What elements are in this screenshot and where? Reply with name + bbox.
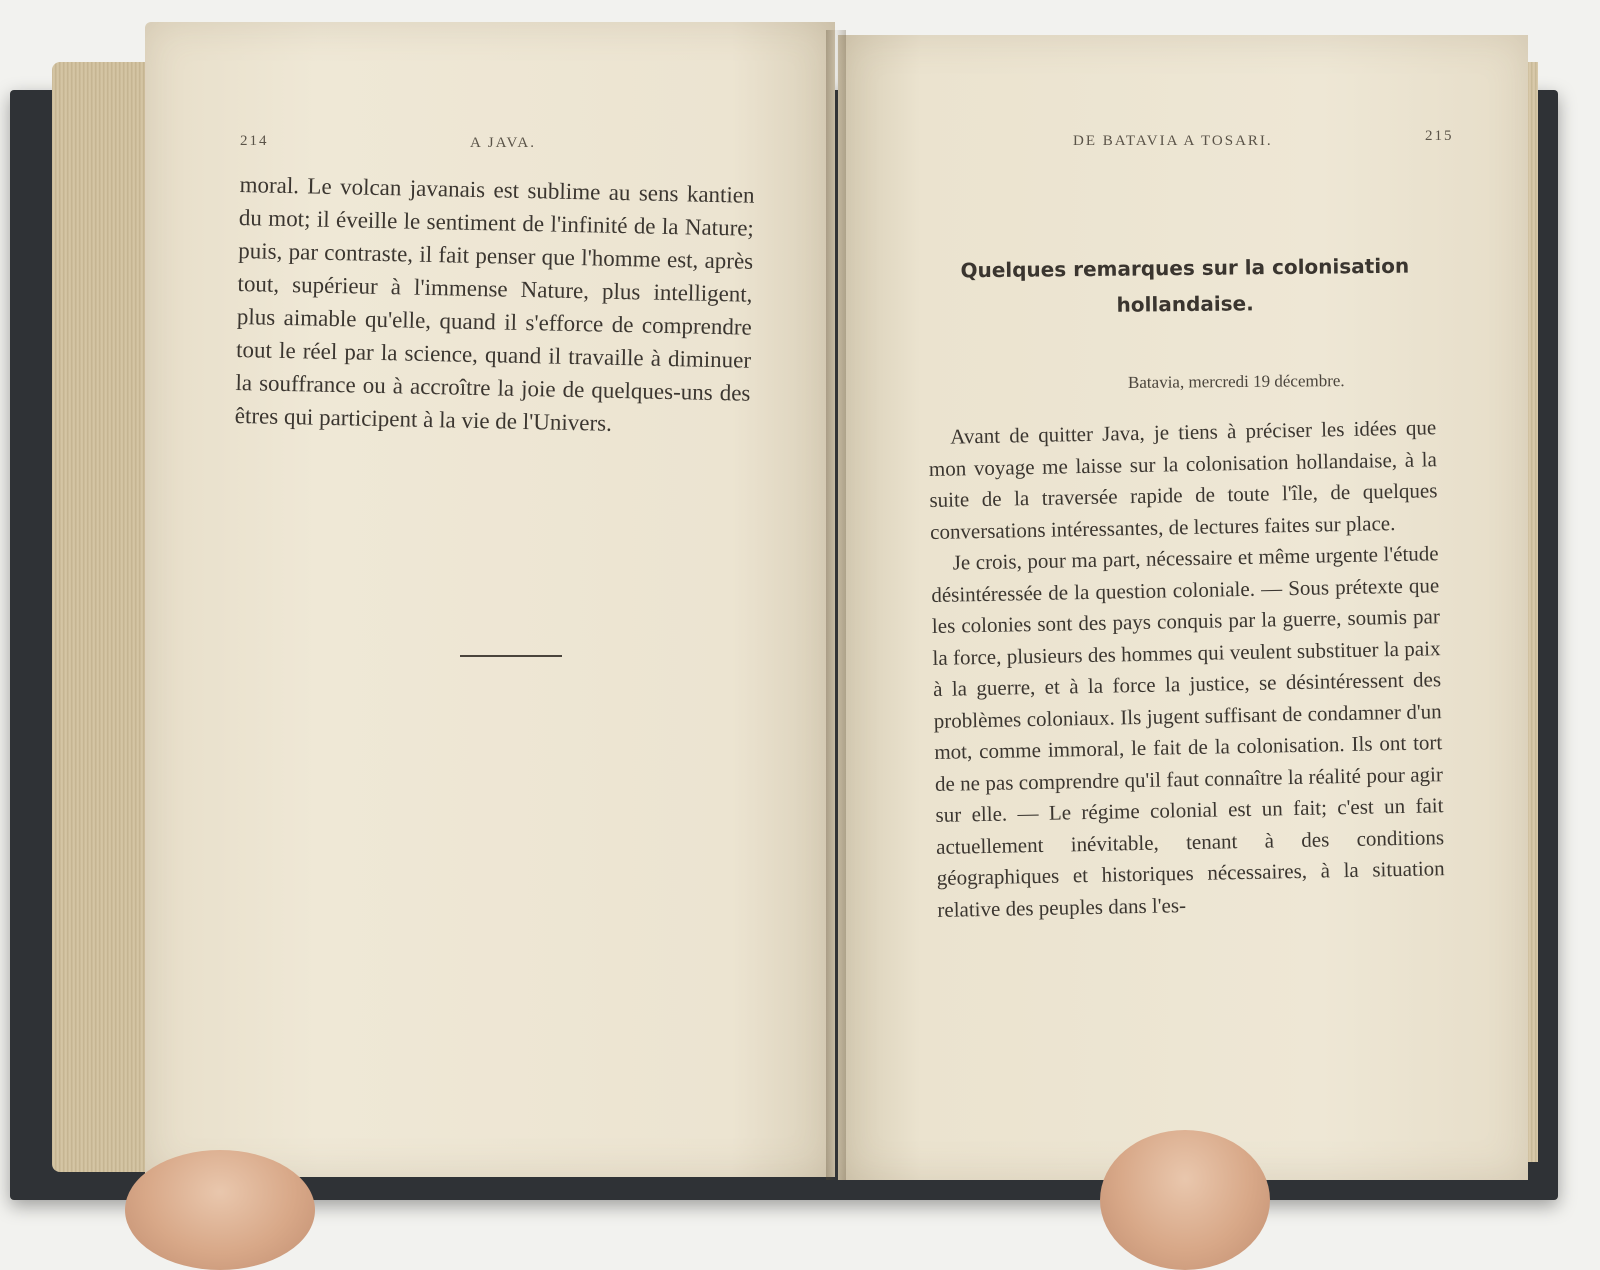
- section-title: Quelques remarques sur la colonisation hollandaise.: [960, 253, 1410, 317]
- right-page-number: 215: [1425, 128, 1454, 144]
- right-running-head: DE BATAVIA A TOSARI.: [1073, 133, 1273, 149]
- left-running-head: A JAVA.: [470, 135, 536, 151]
- left-paragraph: moral. Le volcan javanais est sublime au sens kantien du mot; il éveille le sentiment de l'infinité de la Nature; puis, par contraste, il fait penser que l'homme est, après tout, supérieur à l'immense Nature, plus intelligent, plus aimable qu'elle, quand il s'efforce de comprendre tout le réel par la science, quand il travaille à diminuer la souffrance ou à accroître la joie de quelques-uns des êtres qui participent à la vie de l'Univers.: [234, 171, 755, 436]
- book-gutter: [826, 30, 846, 1180]
- right-thumb: [1100, 1130, 1270, 1270]
- section-end-rule: [460, 655, 562, 657]
- dateline: Batavia, mercredi 19 décembre.: [1127, 371, 1345, 392]
- left-thumb: [125, 1150, 315, 1270]
- right-paragraph-1: Avant de quitter Java, je tiens à préciser les idées que mon voyage me laisse sur la colonisation hollandaise, à la suite de la traversée rapide de toute l'île, de quelques conversations intéressantes, de lectures faites sur place.: [928, 415, 1438, 544]
- left-page-number: 214: [240, 133, 269, 149]
- right-page-text: [928, 412, 1446, 926]
- left-page-text: [234, 168, 754, 443]
- right-paragraph-2: Je crois, pour ma part, nécessaire et même urgente l'étude désintéressée de la question coloniale. — Sous prétexte que les colonies sont des pays conquis par la guerre, soumis par la force, plusieurs des hommes qui veulent substituer la paix à la guerre, et à la force la justice, se désintéressent des problèmes coloniaux. Ils jugent suffisant de condamner d'un mot, comme immoral, le fait de la colonisation. Ils ont tort de ne pas comprendre qu'il faut connaître la réalité pour agir sur elle. — Le régime colonial est un fait; c'est un fait actuellement inévitable, tenant à des conditions géographiques et historiques nécessaires, à la situation relative des peuples dans l'es-: [931, 541, 1445, 922]
